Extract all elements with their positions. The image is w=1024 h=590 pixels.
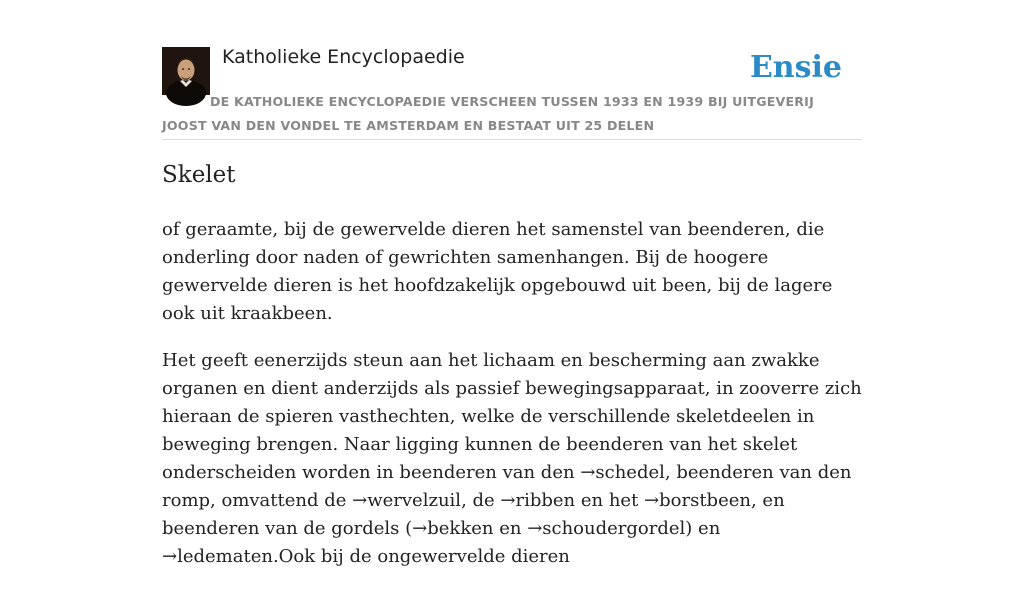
article-body xyxy=(162,216,862,590)
site-title[interactable]: Katholieke Encyclopaedie xyxy=(222,46,465,68)
portrait-avatar[interactable] xyxy=(162,47,210,95)
xref-link-borstbeen[interactable]: →borstbeen xyxy=(644,490,751,511)
paragraph-text: , beenderen van den romp, omvattend de xyxy=(162,462,852,511)
article-title: Skelet xyxy=(162,162,236,188)
xref-link-ribben[interactable]: →ribben xyxy=(500,490,576,511)
xref-link-schoudergordel[interactable]: →schoudergordel xyxy=(527,518,686,539)
xref-link-schedel[interactable]: →schedel xyxy=(580,462,665,483)
paragraph-text: , en beenderen van de gordels ( xyxy=(162,490,785,539)
paragraph-text: .Ook bij de ongewervelde dieren xyxy=(272,546,570,567)
paragraph-text: en xyxy=(493,518,528,539)
site-description: DE KATHOLIEKE ENCYCLOPAEDIE VERSCHEEN TUSSEN 1933 EN 1939 BIJ UITGEVERIJ JOOST VAN DEN VONDEL TE AMSTERDAM EN BESTAAT UIT 25 DELEN xyxy=(162,94,814,133)
article-paragraph-1: of geraamte, bij de gewervelde dieren het samenstel van beenderen, die onderling door naden of gewrichten samenhangen. Bij de hoogere gewervelde dieren is het hoofdzakelijk opgebouwd uit been, bij de lagere ook uit kraakbeen. xyxy=(162,219,833,324)
paragraph-text: ) en xyxy=(685,518,721,539)
portrait-icon xyxy=(162,47,210,95)
xref-link-bekken[interactable]: →bekken xyxy=(412,518,494,539)
paragraph-text: Het geeft eenerzijds steun aan het lichaam en bescherming aan zwakke organen en dient anderzijds als passief bewegingsapparaat, in zooverre zich hieraan de spieren vasthechten, welke de verschillende skeletdeelen in beweging brengen. Naar ligging kunnen de beenderen van het skelet onderscheiden worden in beenderen van den xyxy=(162,350,862,483)
paragraph-text: en het xyxy=(575,490,645,511)
paragraph-text: , de xyxy=(461,490,501,511)
xref-link-ledematen[interactable]: →ledematen xyxy=(162,546,273,567)
site-header xyxy=(162,44,862,140)
xref-link-wervelzuil[interactable]: →wervelzuil xyxy=(352,490,462,511)
article-paragraph-2 xyxy=(162,347,862,571)
ensie-logo-link[interactable]: Ensie xyxy=(749,50,842,85)
